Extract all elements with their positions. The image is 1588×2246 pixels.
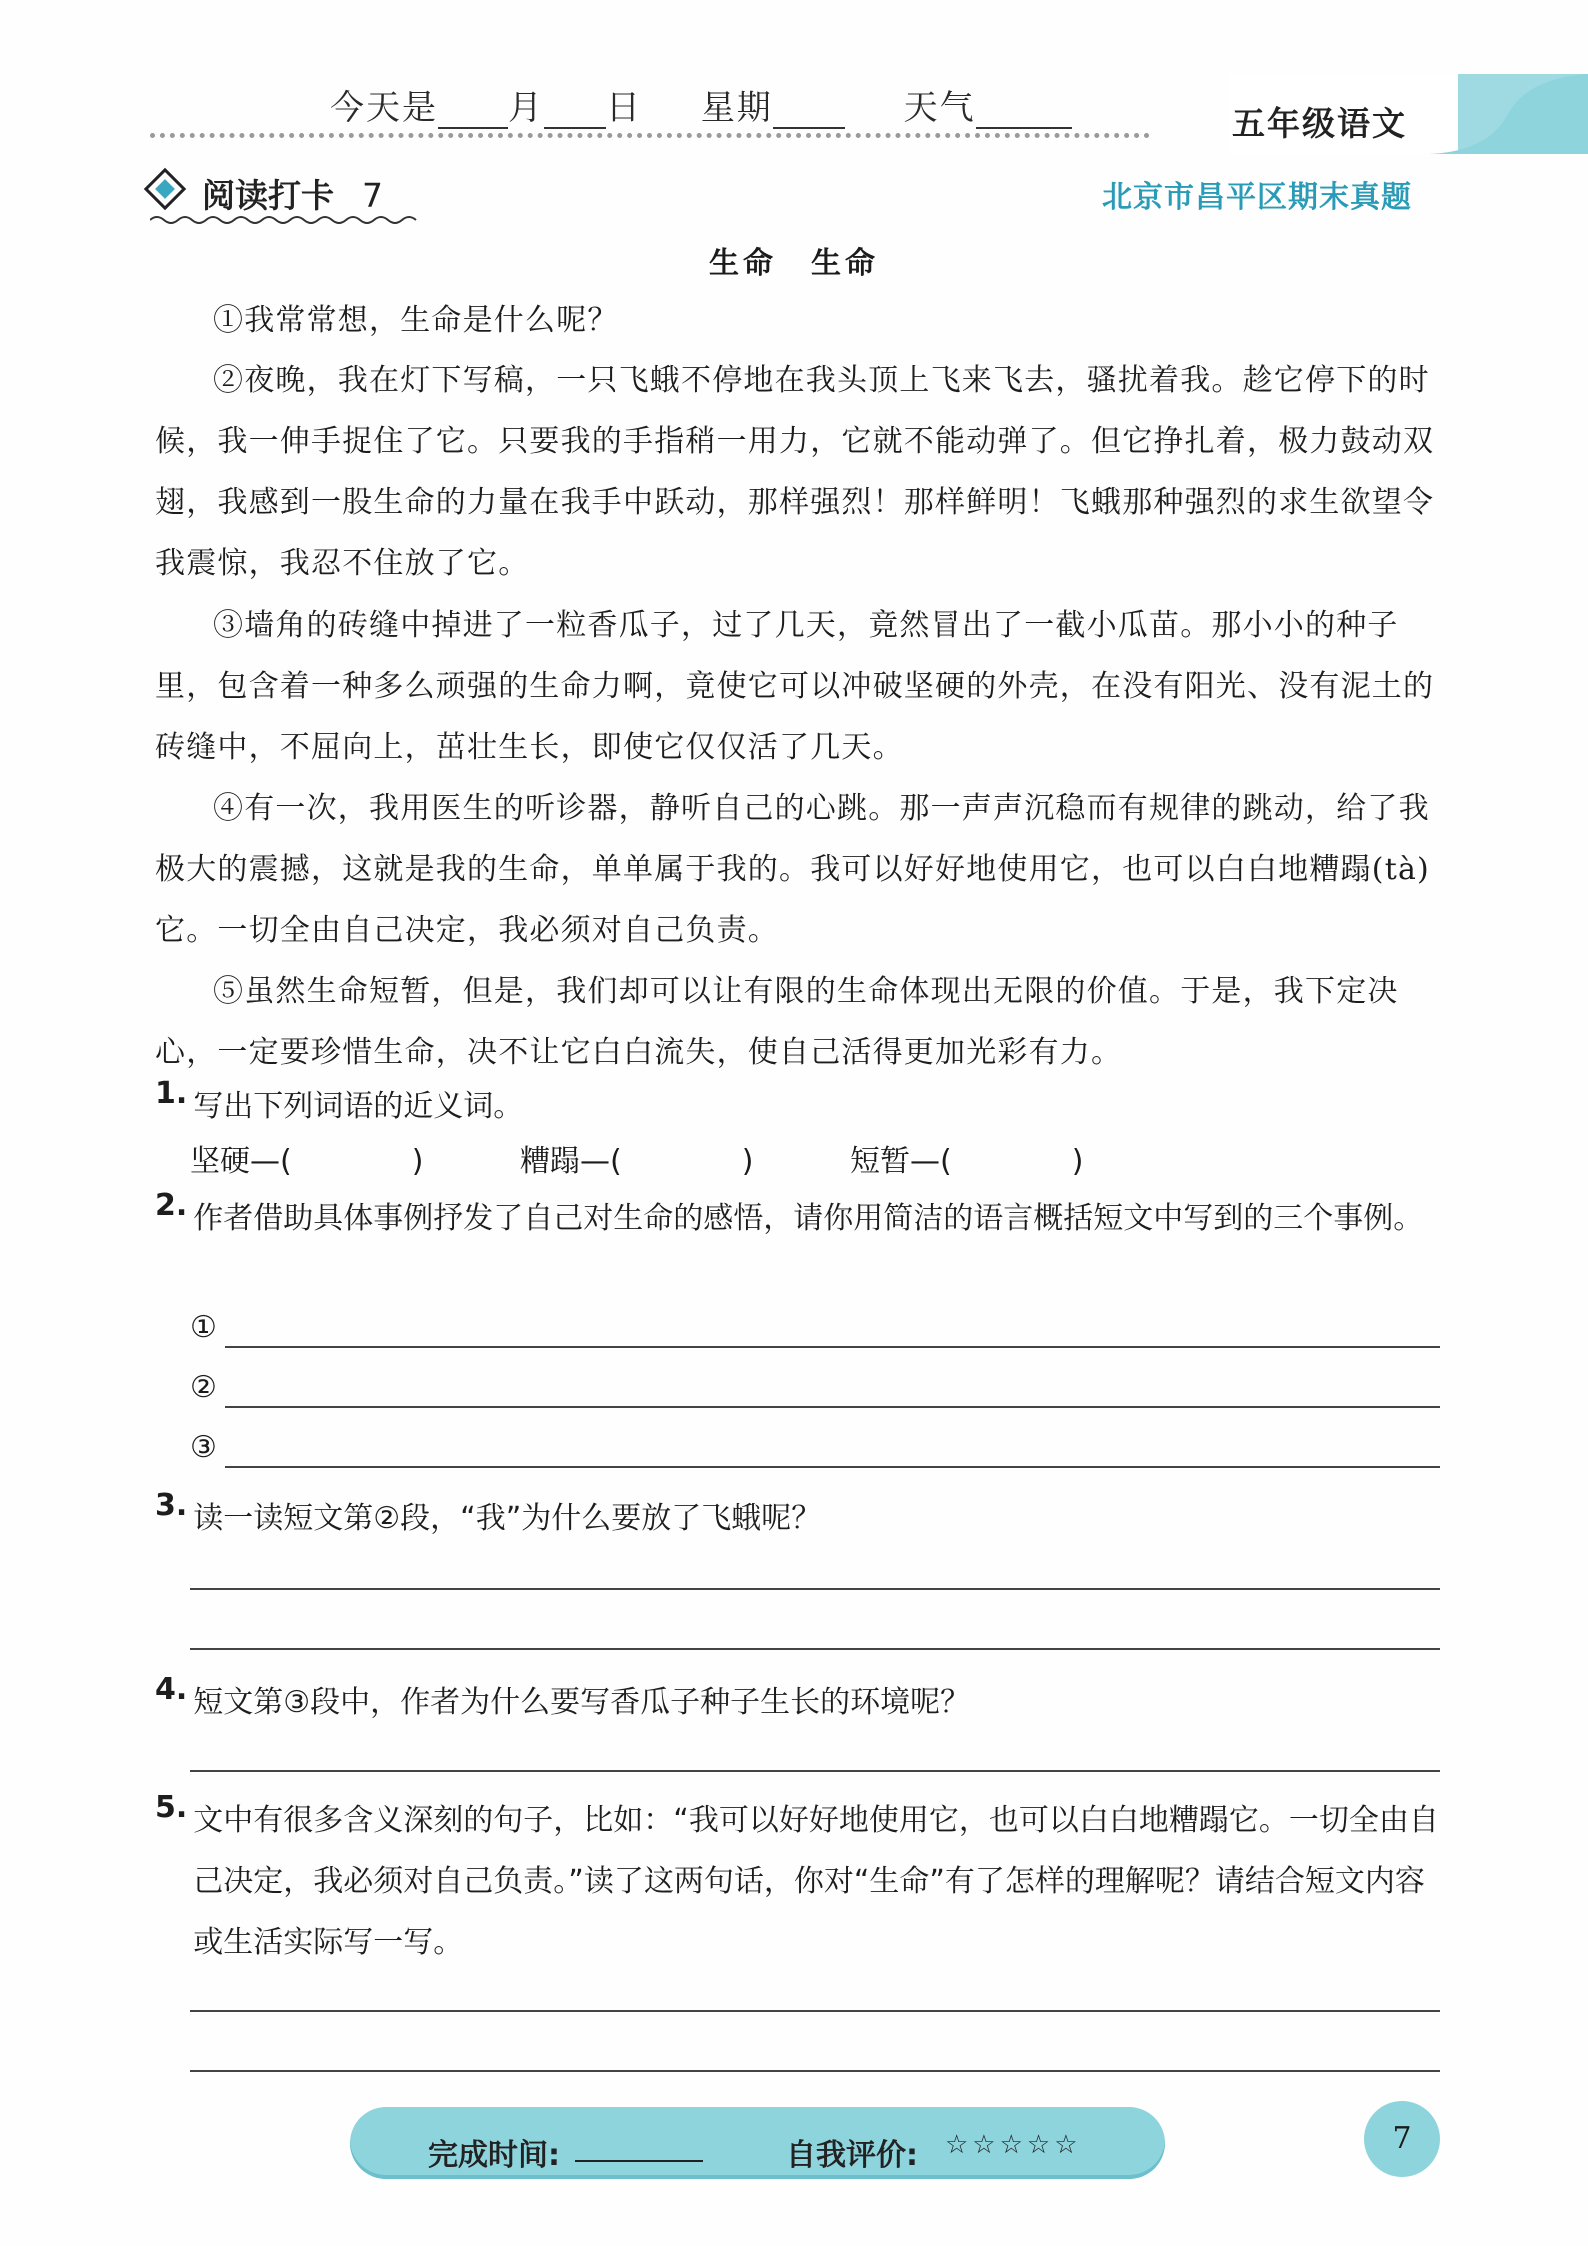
paragraph-5: ⑤虽然生命短暂，但是，我们却可以让有限的生命体现出无限的价值。于是，我下定决心，一定要珍惜生命，决不让它白白流失，使自己活得更加光彩有力。 [155, 974, 1399, 1070]
paragraph-3: ③墙角的砖缝中掉进了一粒香瓜子，过了几天，竟然冒出了一截小瓜苗。那小小的种子里，包含着一种多么顽强的生命力啊，竟使它可以冲破坚硬的外壳，在没有阳光、没有泥土的砖缝中，不屈向上，茁壮生长，即使它仅仅活了几天。 [155, 608, 1435, 765]
date-line [330, 80, 1072, 129]
synonym-item: 坚硬—( ) [190, 1144, 424, 1179]
question-text: 写出下列词语的近义词。 [193, 1089, 524, 1124]
header-divider [150, 133, 1150, 138]
article-title: 生命 生命 [709, 246, 879, 281]
weather-label: 天气 [903, 88, 976, 128]
question-number: 1. [155, 1076, 188, 1111]
question-5 [155, 1790, 1443, 1973]
answer-line[interactable] [190, 1770, 1440, 1772]
question-text: 作者借助具体事例抒发了自己对生命的感悟，请你用简洁的语言概括短文中写到的三个事例。 [193, 1201, 1424, 1236]
answer-line[interactable] [190, 2010, 1440, 2012]
paragraph-2: ②夜晚，我在灯下写稿，一只飞蛾不停地在我头顶上飞来飞去，骚扰着我。趁它停下的时候，我一伸手捉住了它。只要我的手指稍一用力，它就不能动弹了。但它挣扎着，极力鼓动双翅，我感到一股生命的力量在我手中跃动，那样强烈！那样鲜明！飞蛾那种强烈的求生欲望令我震惊，我忍不住放了它。 [155, 363, 1435, 581]
example-marker: ① [190, 1310, 217, 1345]
answer-line[interactable] [225, 1346, 1440, 1348]
answer-line[interactable] [225, 1406, 1440, 1408]
rating-stars[interactable]: ☆☆☆☆☆ [945, 2130, 1082, 2160]
weather-blank[interactable] [976, 93, 1072, 129]
question-number: 5. [155, 1790, 188, 1825]
completion-time-blank[interactable] [575, 2160, 703, 2162]
question-number: 4. [155, 1672, 188, 1707]
question-2 [155, 1188, 1443, 1249]
synonym-item: 短暂—( ) [850, 1144, 1084, 1179]
day-label: 日 [606, 88, 642, 128]
question-number: 2. [155, 1188, 188, 1223]
answer-line[interactable] [190, 1588, 1440, 1590]
self-eval-label: 自我评价: [786, 2138, 918, 2173]
paragraph-4: ④有一次，我用医生的听诊器，静听自己的心跳。那一声声沉稳而有规律的跳动，给了我极大的震撼，这就是我的生命，单单属于我的。我可以好好地使用它，也可以白白地糟蹋(tà)它。一切全由自己决定，我必须对自己负责。 [155, 791, 1430, 948]
weekday-label: 星期 [700, 88, 773, 128]
diamond-icon [144, 168, 186, 210]
example-marker: ③ [190, 1430, 217, 1465]
page-number: 7 [1364, 2101, 1440, 2177]
answer-line[interactable] [225, 1466, 1440, 1468]
weekday-blank[interactable] [773, 93, 845, 129]
month-label: 月 [508, 88, 544, 128]
question-1 [155, 1076, 1443, 1137]
question-text: 读一读短文第②段，“我”为什么要放了飞蛾呢？ [193, 1501, 822, 1536]
question-number: 3. [155, 1488, 188, 1523]
example-marker: ② [190, 1370, 217, 1405]
question-text: 文中有很多含义深刻的句子，比如：“我可以好好地使用它，也可以白白地糟蹋它。一切全由自己决定，我必须对自己负责。”读了这两句话，你对“生命”有了怎样的理解呢？请结合短文内容或生活实际写一写。 [193, 1803, 1439, 1960]
source-label: 北京市昌平区期末真题 [1102, 180, 1412, 215]
completion-time-label: 完成时间: [428, 2138, 560, 2173]
answer-line[interactable] [190, 1648, 1440, 1650]
month-blank[interactable] [438, 93, 508, 129]
section-number: 7 [362, 176, 383, 215]
question-4 [155, 1672, 1443, 1733]
answer-line[interactable] [190, 2070, 1440, 2072]
question-text: 短文第③段中，作者为什么要写香瓜子种子生长的环境呢？ [193, 1685, 971, 1720]
day-blank[interactable] [544, 93, 606, 129]
grade-subject: 五年级语文 [1232, 104, 1407, 143]
section-title-text: 阅读打卡 [202, 176, 334, 215]
today-label: 今天是 [330, 88, 438, 128]
synonym-item: 糟蹋—( ) [520, 1144, 754, 1179]
section-title [150, 170, 383, 217]
paragraph-1: ①我常常想，生命是什么呢？ [213, 303, 619, 338]
question-3 [155, 1488, 1443, 1549]
wavy-underline [150, 214, 420, 226]
